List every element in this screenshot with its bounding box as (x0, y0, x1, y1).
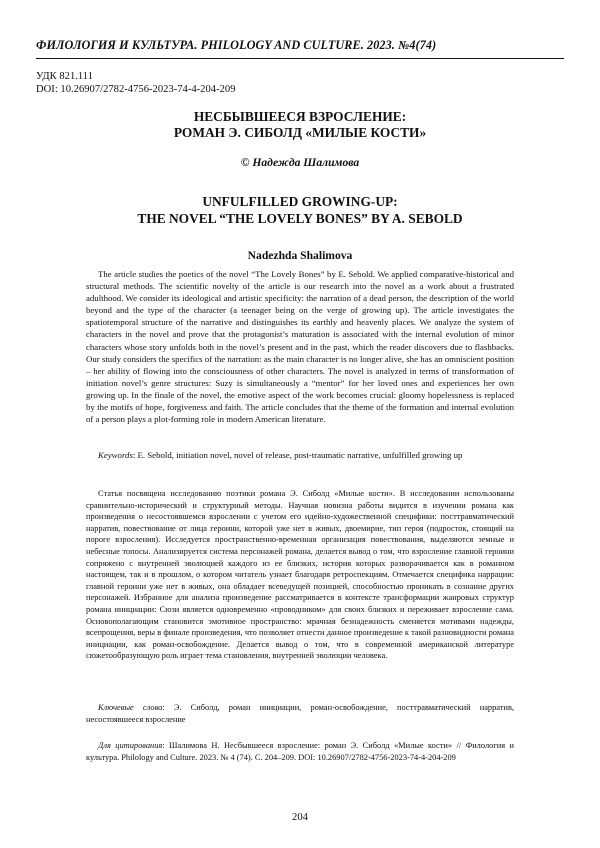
citation-label: Для цитирования (98, 741, 163, 750)
title-russian-line-1: НЕСБЫВШЕЕСЯ ВЗРОСЛЕНИЕ: (193, 109, 407, 124)
page-number: 204 (292, 812, 308, 823)
article-meta (36, 70, 236, 96)
keywords-english-label: Keywords (98, 450, 133, 460)
running-header: ФИЛОЛОГИЯ И КУЛЬТУРА. PHILOLOGY AND CULTURE. 2023. №4(74) (36, 38, 437, 52)
citation (86, 740, 514, 763)
title-russian-line-2: РОМАН Э. СИБОЛД «МИЛЫЕ КОСТИ» (173, 125, 427, 140)
author-english: Nadezhda Shalimova (247, 249, 353, 262)
abstract-english: The article studies the poetics of the novel “The Lovely Bones” by E. Sebold. We applied comparative-historical and structural methods. The scientific novelty of the article is our research into the novel as a work about a frustrated adulthood. We consider its ideological and artistic specificity: the narration of a dead person, the description of the world beyond and the type of the character (a teenager being on the verge of growing up). The article investigates the spatiotemporal structure of the narrative and distinguishes its earthly and heavenly places. We analyze the system of characters in the novel and prove that the protagonist’s maturation is associated with the internal evolution of minor characters whose story unfolds both in the novel’s present and in the past, which the reader discovers due to flashbacks. Our study considers the specifics of the narration: as the main character is no longer alive, she has an omniscient position – her ability of flowing into the consciousness of other characters. The novel is analyzed in terms of transformation of initiation novel’s genre structures: Suzy is simultaneously a “mentor” for her loved ones and experiences her own growing up. In the finale of the novel, the emotive aspect of the work becomes crucial: gloomy hopelessness is replaced by the motifs of hope, forgiveness and faith. The article concludes that the theme of the formation and internal evolution of a person plays a plot-forming role in modern American literature. (86, 269, 514, 425)
title-english (36, 193, 564, 227)
keywords-russian (86, 702, 514, 725)
keywords-russian-text: : Э. Сиболд, роман инициации, роман-освобождение, посттравматический нарратив, несостоявшееся взросление (86, 703, 514, 724)
title-english-line-1: UNFULFILLED GROWING-UP: (202, 194, 398, 209)
header-divider (36, 58, 564, 59)
keywords-english (86, 449, 514, 461)
keywords-english-text: : E. Sebold, initiation novel, novel of release, post-traumatic narrative, unfulfilled growing up (132, 450, 463, 460)
abstract-russian: Статья посвящена исследованию поэтики романа Э. Сиболд «Милые кости». В исследовании использованы сравнительно-исторический и структурный методы. Научная новизна работы видится в изучении романа как произведения о несостоявшемся взрослении с учетом его идейно-художественной специфики: посттравматический нарратив, повествование от лица героини, которой уже нет в живых, двоемирие, тип героя (подросток, стоящий на пороге взросления). Исследуется пространственно-временная организация повествования, выделяются земные и небесные топосы. Анализируется система персонажей романа, делается вывод о том, что взросление главной героини сопряжено с внутренней эволюцией каждого из ее близких, история которых разворачивается как в романном настоящем, так и в прошлом, о котором читатель узнает благодаря ретроспекциям. Отмечается специфика наррации: главной героини уже нет в живых, она обладает всеведущей позицией, способностью проникать в сознание других персонажей. Избранное для анализа произведение рассматривается в контексте трансформации жанровых структур романа инициации: Сюзи является одновременно «проводником» для своих близких и переживает взросление сама. Основополагающим становится эмотивное пространство: мрачная безнадежность сменяется мотивами надежды, всепрощения, веры в финале произведения, что позволяет отнести данное произведение к такой разновидности романа инициации, как роман-освобождение. Делается вывод о том, что в современной американской литературе сюжетообразующую роль играет тема становления, внутренней эволюции человека. (86, 489, 514, 661)
author-russian: © Надежда Шалимова (240, 156, 360, 169)
title-russian (36, 109, 564, 141)
udc-code: УДК 821.111 (36, 71, 94, 82)
title-english-line-2: THE NOVEL “THE LOVELY BONES” BY A. SEBOLD (137, 211, 463, 226)
citation-text: : Шалимова Н. Несбывшееся взросление: роман Э. Сиболд «Милые кости» // Филология и культура. Philology and Culture. 2023. № 4 (74). С. 204–209. DOI: 10.26907/2782-4756-2023-74-4-204-209 (86, 741, 514, 762)
keywords-russian-label: Ключевые слова (98, 703, 163, 712)
doi: DOI: 10.26907/2782-4756-2023-74-4-204-209 (36, 84, 236, 95)
